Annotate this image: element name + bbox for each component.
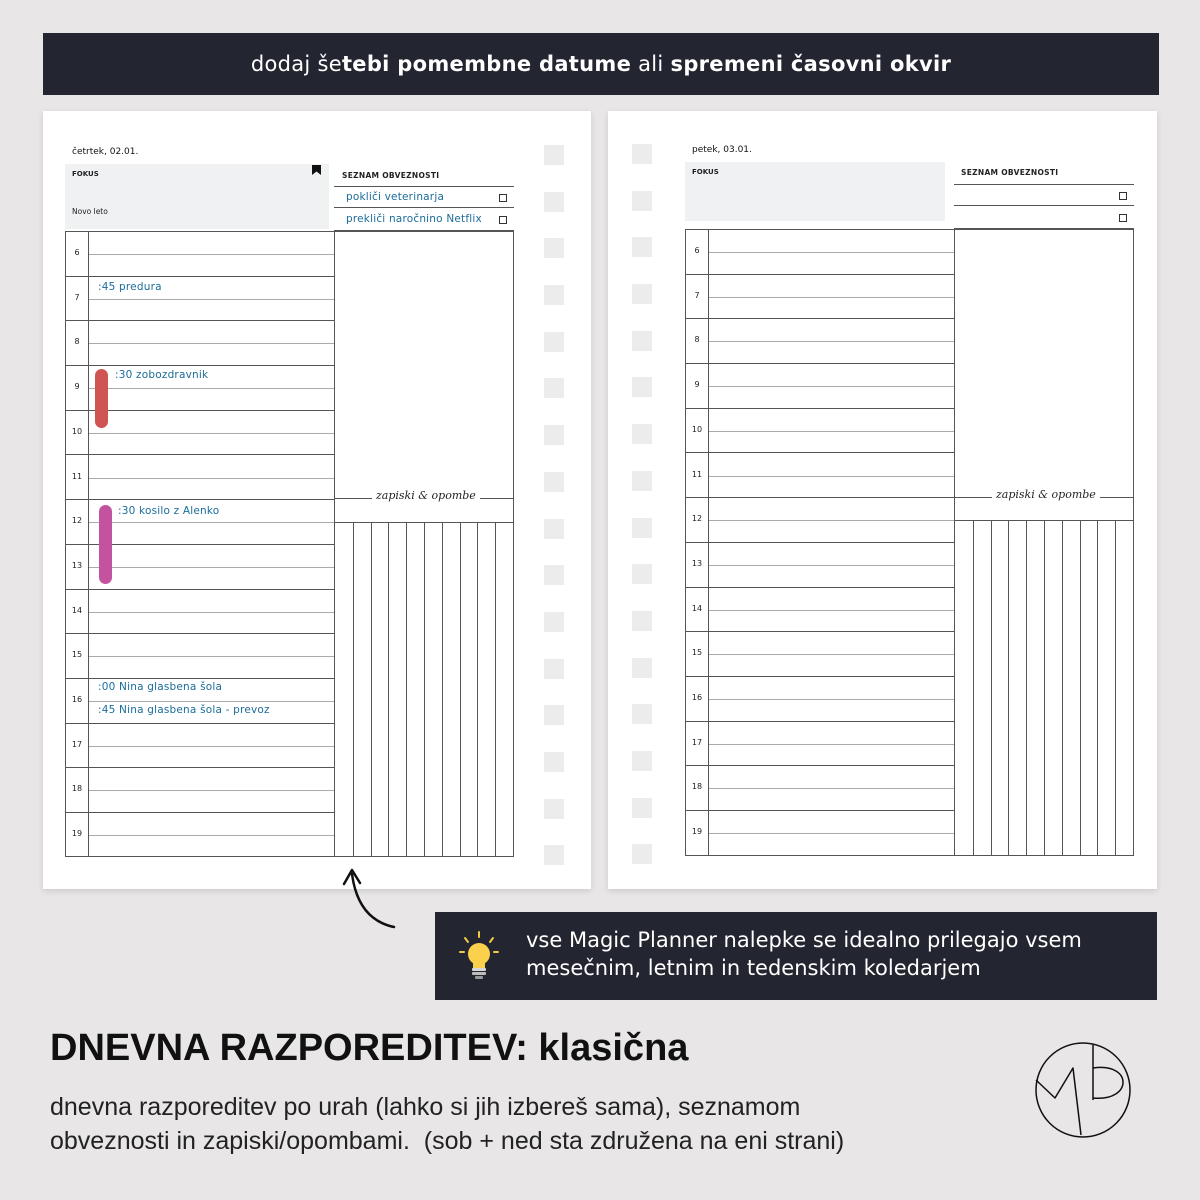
todo-header-line bbox=[954, 184, 1134, 185]
todo-item[interactable] bbox=[954, 206, 1134, 228]
side-tab[interactable] bbox=[544, 565, 564, 585]
event-entry[interactable]: :45 predura bbox=[98, 281, 162, 293]
notes-title: zapiski & opombe bbox=[992, 488, 1100, 501]
tip-line-1: vse Magic Planner nalepke se idealno prilegajo vsem bbox=[526, 928, 1082, 952]
event-entry[interactable]: :45 Nina glasbena šola - prevoz bbox=[98, 704, 270, 716]
side-tab[interactable] bbox=[544, 659, 564, 679]
hour-label: 8 bbox=[694, 335, 700, 345]
side-tab[interactable] bbox=[544, 845, 564, 865]
hour-grid bbox=[685, 229, 1134, 856]
notes-grid-line bbox=[460, 523, 461, 856]
hour-label: 16 bbox=[691, 693, 703, 702]
hour-label: 10 bbox=[71, 426, 83, 436]
hour-label: 17 bbox=[691, 737, 703, 747]
lightbulb-icon bbox=[459, 930, 499, 982]
todo-item[interactable] bbox=[954, 184, 1134, 206]
banner-bold-2: spremeni časovni okvir bbox=[670, 52, 952, 76]
checkbox[interactable] bbox=[499, 216, 507, 224]
side-tabs bbox=[544, 145, 564, 892]
todo-text: prekliči naročnino Netflix bbox=[346, 213, 482, 226]
planner-page-thursday bbox=[43, 111, 591, 889]
hour-label: 18 bbox=[691, 782, 703, 792]
highlight-mark bbox=[95, 369, 108, 428]
todo-column-bg bbox=[955, 230, 1133, 520]
side-tab[interactable] bbox=[544, 285, 564, 305]
hour-label: 9 bbox=[694, 380, 700, 390]
hour-label: 13 bbox=[691, 558, 703, 568]
description-line-2: obveznosti in zapiski/opombami. (sob + ned sta združena na eni strani) bbox=[50, 1127, 845, 1155]
description bbox=[50, 1090, 844, 1158]
hour-label: 10 bbox=[691, 424, 703, 434]
focus-label: FOKUS bbox=[692, 168, 719, 176]
notes-grid bbox=[955, 520, 1133, 855]
side-tab[interactable] bbox=[632, 331, 652, 351]
side-tab[interactable] bbox=[632, 144, 652, 164]
top-banner bbox=[43, 33, 1159, 95]
notes-grid-line bbox=[973, 521, 974, 855]
hour-column bbox=[66, 232, 89, 856]
hour-label: 14 bbox=[691, 603, 703, 613]
checkbox[interactable] bbox=[499, 194, 507, 202]
side-tab[interactable] bbox=[544, 192, 564, 212]
hour-label: 16 bbox=[71, 695, 83, 704]
tip-box bbox=[435, 912, 1157, 1000]
side-tab[interactable] bbox=[544, 752, 564, 772]
event-entry[interactable]: :30 kosilo z Alenko bbox=[118, 505, 220, 517]
hour-label: 7 bbox=[694, 290, 700, 300]
banner-text-2: ali bbox=[631, 52, 671, 76]
notes-grid-line bbox=[1044, 521, 1045, 855]
side-tab[interactable] bbox=[632, 377, 652, 397]
todo-text: pokliči veterinarja bbox=[346, 191, 445, 203]
side-tabs bbox=[632, 144, 652, 891]
side-tab[interactable] bbox=[632, 658, 652, 678]
notes-grid-line bbox=[991, 521, 992, 855]
side-tab[interactable] bbox=[544, 705, 564, 725]
mp-logo bbox=[1033, 1040, 1133, 1140]
side-tab[interactable] bbox=[632, 844, 652, 864]
notes-grid-line bbox=[1026, 521, 1027, 855]
hour-label: 11 bbox=[71, 471, 83, 481]
hour-label: 12 bbox=[691, 514, 703, 524]
hour-label: 6 bbox=[694, 246, 700, 255]
page-title: DNEVNA RAZPOREDITEV: klasična bbox=[50, 1027, 689, 1069]
side-tab[interactable] bbox=[632, 564, 652, 584]
hour-grid bbox=[65, 231, 514, 857]
focus-text: Novo leto bbox=[72, 207, 108, 216]
hour-label: 8 bbox=[74, 337, 80, 347]
notes-grid-line bbox=[406, 523, 407, 856]
todo-column-bg bbox=[335, 232, 513, 522]
hour-label: 14 bbox=[71, 605, 83, 615]
side-tab[interactable] bbox=[544, 332, 564, 352]
bookmark-icon bbox=[312, 165, 321, 175]
planner-page-friday bbox=[608, 111, 1157, 889]
side-tab[interactable] bbox=[544, 378, 564, 398]
side-tab[interactable] bbox=[632, 518, 652, 538]
focus-label: FOKUS bbox=[72, 170, 99, 178]
side-tab[interactable] bbox=[632, 704, 652, 724]
side-tab[interactable] bbox=[544, 472, 564, 492]
side-tab[interactable] bbox=[632, 798, 652, 818]
page-date: četrtek, 02.01. bbox=[72, 147, 139, 157]
hour-label: 12 bbox=[71, 516, 83, 526]
todo-item[interactable] bbox=[334, 186, 514, 208]
page-date: petek, 03.01. bbox=[692, 145, 752, 155]
hour-label: 13 bbox=[71, 560, 83, 570]
side-tab[interactable] bbox=[632, 284, 652, 304]
notes-grid-line bbox=[477, 523, 478, 856]
event-entry[interactable]: :30 zobozdravnik bbox=[115, 369, 209, 381]
side-tab[interactable] bbox=[544, 425, 564, 445]
hour-column bbox=[686, 230, 709, 855]
side-tab[interactable] bbox=[632, 424, 652, 444]
side-tab[interactable] bbox=[544, 238, 564, 258]
hour-label: 19 bbox=[691, 827, 703, 837]
notes-grid-line bbox=[1080, 521, 1081, 855]
notes-grid-line bbox=[1115, 521, 1116, 855]
checkbox[interactable] bbox=[1119, 192, 1127, 200]
hour-label: 17 bbox=[71, 739, 83, 749]
side-tab[interactable] bbox=[632, 237, 652, 257]
curved-arrow-icon bbox=[340, 864, 402, 934]
event-entry[interactable]: :00 Nina glasbena šola bbox=[98, 681, 223, 693]
side-tab[interactable] bbox=[544, 145, 564, 165]
hour-label: 9 bbox=[74, 382, 80, 392]
notes-title: zapiski & opombe bbox=[372, 489, 480, 502]
hour-label: 7 bbox=[74, 292, 80, 302]
notes-grid-line bbox=[495, 523, 496, 856]
side-tab[interactable] bbox=[544, 519, 564, 539]
notes-grid-line bbox=[1008, 521, 1009, 855]
checkbox[interactable] bbox=[1119, 214, 1127, 222]
side-tab[interactable] bbox=[632, 751, 652, 771]
hour-label: 18 bbox=[71, 784, 83, 794]
focus-box bbox=[65, 164, 329, 229]
todo-title: SEZNAM OBVEZNOSTI bbox=[961, 168, 1059, 177]
side-tab[interactable] bbox=[632, 191, 652, 211]
hour-label: 19 bbox=[71, 829, 83, 839]
notes-grid-line bbox=[371, 523, 372, 856]
todo-header-line bbox=[334, 186, 514, 187]
hour-label: 6 bbox=[74, 248, 80, 257]
notes-grid-line bbox=[424, 523, 425, 856]
notes-grid-line bbox=[353, 523, 354, 856]
side-tab[interactable] bbox=[544, 612, 564, 632]
tip-line-2: mesečnim, letnim in tedenskim koledarjem bbox=[526, 956, 981, 980]
banner-bold-1: tebi pomembne datume bbox=[341, 52, 632, 76]
banner-text-1: dodaj še bbox=[250, 52, 342, 76]
notes-grid-line bbox=[1062, 521, 1063, 855]
description-line-1: dnevna razporeditev po urah (lahko si jih izbereš sama), seznamom bbox=[50, 1093, 801, 1121]
hour-label: 15 bbox=[71, 650, 83, 660]
todo-title: SEZNAM OBVEZNOSTI bbox=[342, 171, 440, 180]
notes-grid-line bbox=[442, 523, 443, 856]
todo-item[interactable] bbox=[334, 208, 514, 230]
hour-label: 11 bbox=[691, 469, 703, 479]
side-tab[interactable] bbox=[632, 611, 652, 631]
side-tab[interactable] bbox=[544, 799, 564, 819]
highlight-mark bbox=[99, 505, 112, 584]
notes-grid-line bbox=[1097, 521, 1098, 855]
hour-label: 15 bbox=[691, 648, 703, 658]
side-tab[interactable] bbox=[632, 471, 652, 491]
focus-box bbox=[685, 162, 945, 221]
notes-grid bbox=[335, 522, 513, 856]
notes-grid-line bbox=[388, 523, 389, 856]
